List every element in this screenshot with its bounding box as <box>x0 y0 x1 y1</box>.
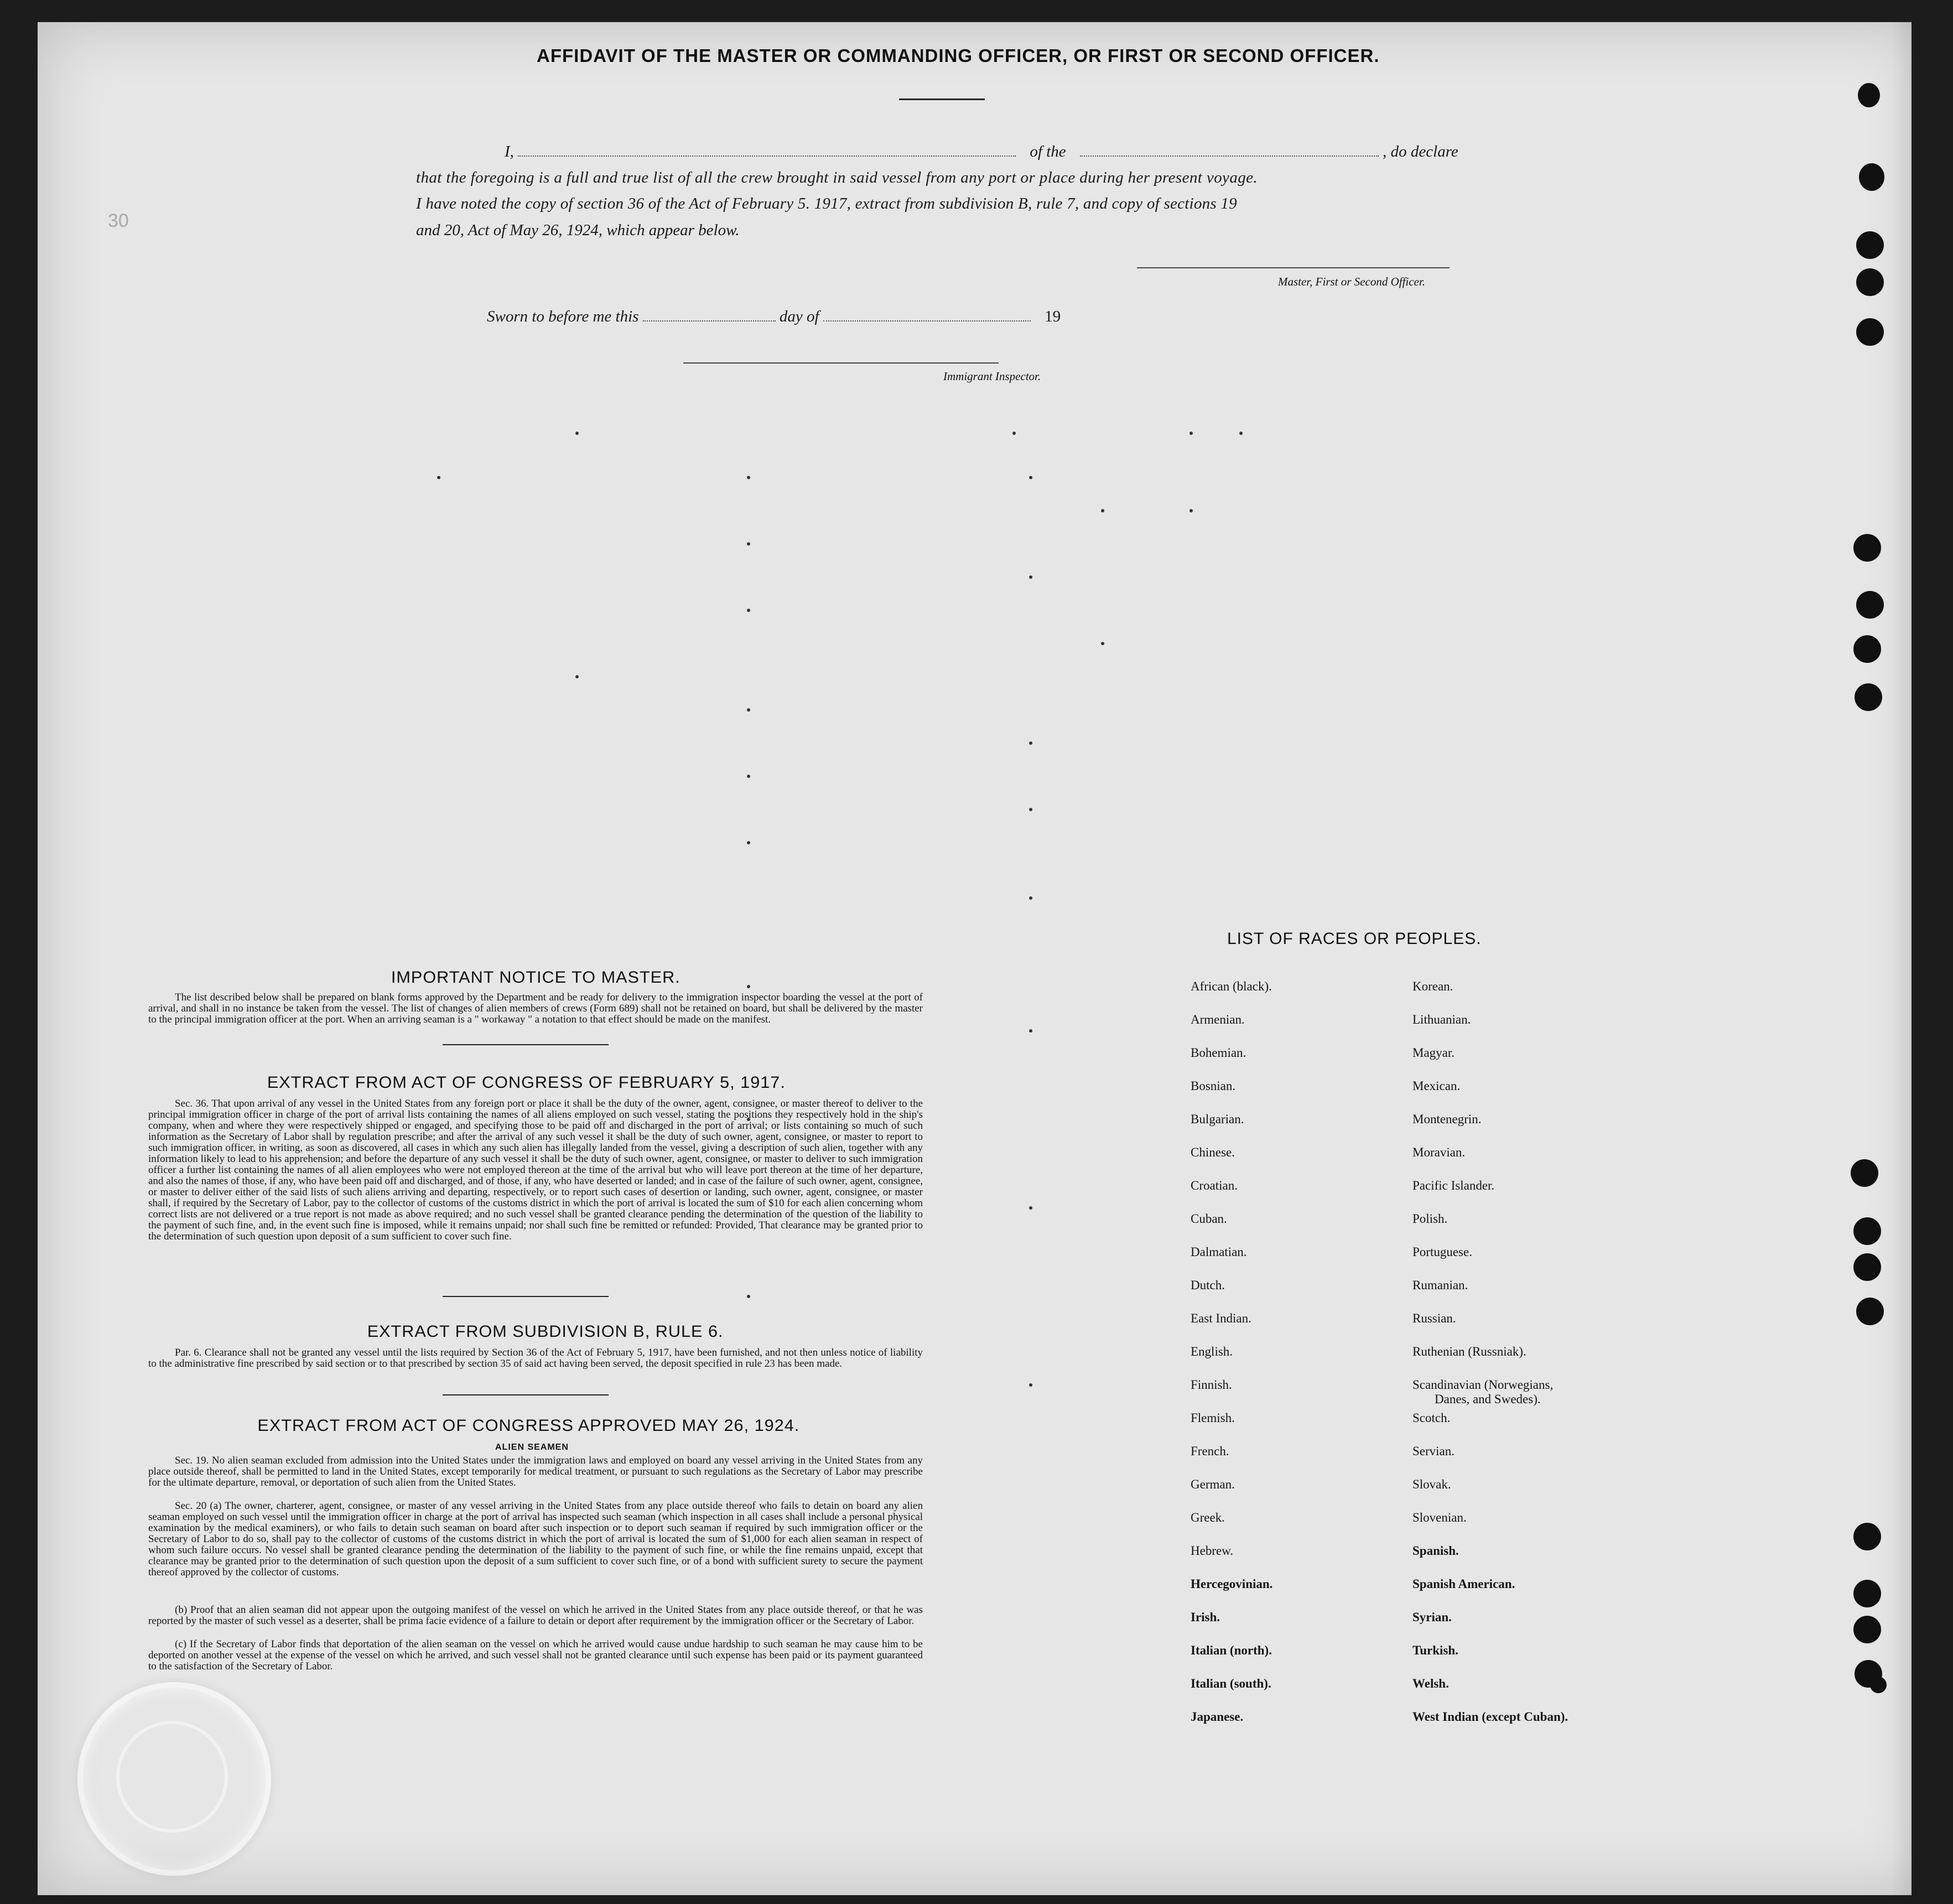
punch-hole <box>1856 318 1884 346</box>
column-dot <box>1029 1206 1032 1210</box>
declaration-line-1 <box>505 143 1458 161</box>
column-dot <box>575 432 579 435</box>
extract-1924-subtitle: ALIEN SEAMEN <box>495 1443 569 1452</box>
race-item: Servian. <box>1412 1444 1455 1458</box>
race-item: Hebrew. <box>1191 1544 1234 1558</box>
declaration-i: I, <box>505 143 514 160</box>
punch-hole <box>1853 1616 1881 1643</box>
race-item: Rumanian. <box>1412 1278 1468 1292</box>
declaration-do-declare: , do declare <box>1383 143 1458 160</box>
race-item: East Indian. <box>1191 1311 1251 1325</box>
race-item: Armenian. <box>1191 1013 1245 1026</box>
punch-hole <box>1853 1217 1881 1245</box>
races-left-column <box>1191 979 1272 1743</box>
punch-hole <box>1853 534 1881 562</box>
race-item: African (black). <box>1191 979 1272 993</box>
race-item: Italian (south). <box>1191 1677 1271 1690</box>
affidavit-title: AFFIDAVIT OF THE MASTER OR COMMANDING OFFICER, OR FIRST OR SECOND OFFICER. <box>537 45 1380 66</box>
embossed-seal <box>77 1682 271 1876</box>
race-item: Spanish. <box>1412 1544 1459 1558</box>
rule6-title: EXTRACT FROM SUBDIVISION B, RULE 6. <box>367 1322 724 1341</box>
race-item: Russian. <box>1412 1311 1456 1325</box>
punch-hole <box>1856 591 1884 619</box>
sworn-day-of: day of <box>779 308 819 325</box>
race-item: Turkish. <box>1412 1643 1458 1657</box>
column-dot <box>747 775 750 778</box>
race-item: Lithuanian. <box>1412 1013 1471 1026</box>
master-signature-line <box>1137 267 1450 268</box>
column-dot <box>1029 808 1032 811</box>
column-dot <box>1029 741 1032 745</box>
punch-hole <box>1853 1523 1881 1550</box>
race-item: Dutch. <box>1191 1278 1225 1292</box>
race-item: Scandinavian (Norwegians, <box>1412 1378 1554 1392</box>
race-item: Portuguese. <box>1412 1245 1472 1259</box>
extract-1924-sec20a: Sec. 20 (a) The owner, charterer, agent, consignee, or master of any vessel arriving in the United States from any place outside thereof who fails to detain on board any alien seaman employed on such vessel until the immigration officer in charge at the port of arrival has inspected such seaman (which inspection in all cases shall include a personal physical examination by the medical examiners), or who fails to detain such seaman on board after such inspection or to deport such seaman if required by such immigration officer or the Secretary of Labor to do so, shall pay to the collector of customs of the customs district in which the port of arrival is located the sum of $1,000 for each alien seaman in respect of whom such failure occurs. No vessel shall be granted clearance pending the determination of the liability to the payment of such fine, or while the fine remains unpaid, except that clearance may be granted prior to the determination of such question upon the deposit of a sum sufficient to cover such fine, or of a bond with sufficient surety to secure the payment thereof approved by the collector of customs. <box>148 1500 923 1578</box>
margin-number: 30 <box>108 210 129 231</box>
race-item: Japanese. <box>1191 1710 1244 1724</box>
master-caption: Master, First or Second Officer. <box>1278 275 1425 288</box>
race-item: Bohemian. <box>1191 1046 1246 1060</box>
race-item: Polish. <box>1412 1212 1448 1226</box>
column-dot <box>747 542 750 546</box>
column-dot <box>1029 476 1032 479</box>
extract-1917-title: EXTRACT FROM ACT OF CONGRESS OF FEBRUARY 5, 1917. <box>267 1073 786 1092</box>
extract-1924-title: EXTRACT FROM ACT OF CONGRESS APPROVED MAY 26, 1924. <box>257 1417 800 1435</box>
race-item: Bulgarian. <box>1191 1112 1244 1126</box>
punch-hole <box>1856 1298 1884 1325</box>
sworn-day-blank <box>643 320 776 321</box>
vessel-blank <box>1080 155 1379 157</box>
rule6-text: Par. 6. Clearance shall not be granted any vessel until the lists required by Section 36 of the Act of February 5, 1917, have been furnished, and not then unless notice of liability to the administrative fine prescribed by said section or to that prescribed by section 35 of said act having been served, the deposit specified in rule 23 has been made. <box>148 1347 923 1369</box>
sworn-year: 19 <box>1045 308 1061 325</box>
column-dot <box>747 841 750 844</box>
extract-1924-sec20b: (b) Proof that an alien seaman did not appear upon the outgoing manifest of the vessel on which he arrived in the United States from any place outside thereof, or that he was reported by the master of such vessel as a deserter, shall be prima facie evidence of a failure to detain or deport after requirement by the immigration officer or the Secretary of Labor. <box>148 1604 923 1627</box>
column-dot <box>1190 432 1193 435</box>
declaration-of-the: of the <box>1030 143 1066 160</box>
race-item: Croatian. <box>1191 1179 1238 1192</box>
race-item: English. <box>1191 1345 1233 1358</box>
sworn-month-blank <box>823 320 1031 321</box>
punch-hole <box>1853 1580 1881 1607</box>
race-item: Syrian. <box>1412 1610 1452 1624</box>
punch-hole <box>1859 163 1884 191</box>
notice-title: IMPORTANT NOTICE TO MASTER. <box>391 968 681 987</box>
column-dot <box>1190 509 1193 512</box>
race-item: Scotch. <box>1412 1411 1451 1425</box>
race-item: Ruthenian (Russniak). <box>1412 1345 1526 1358</box>
race-item: Montenegrin. <box>1412 1112 1482 1126</box>
race-item: French. <box>1191 1444 1229 1458</box>
race-item: Hercegovinian. <box>1191 1577 1273 1591</box>
column-dot <box>1101 642 1104 645</box>
race-item: Italian (north). <box>1191 1643 1272 1657</box>
punch-hole <box>1853 1253 1881 1281</box>
column-dot <box>1239 432 1243 435</box>
extract-1924-sec19: Sec. 19. No alien seaman excluded from admission into the United States under the immigration laws and employed on board any vessel arriving in the United States from any place outside thereof, shall be permitted to land in the United States, except temporarily for medical treatment, or pursuant to such regulations as the Secretary of Labor may prescribe for the ultimate departure, removal, or deportation of such alien from the United States. <box>148 1455 923 1488</box>
race-item: German. <box>1191 1477 1235 1491</box>
race-item: Magyar. <box>1412 1046 1455 1060</box>
column-dot <box>747 985 750 988</box>
race-item: Spanish American. <box>1412 1577 1515 1591</box>
race-item: Dalmatian. <box>1191 1245 1247 1259</box>
column-dot <box>1012 432 1016 435</box>
column-dot <box>1101 509 1104 512</box>
notice-rule <box>443 1044 609 1045</box>
column-dot <box>575 675 579 678</box>
race-item: Mexican. <box>1412 1079 1461 1093</box>
races-title: LIST OF RACES OR PEOPLES. <box>1227 930 1482 948</box>
race-item: Finnish. <box>1191 1378 1232 1392</box>
name-blank <box>518 155 1016 157</box>
race-item: Korean. <box>1412 979 1453 993</box>
punch-hole <box>1856 268 1884 296</box>
extract-1917-text: Sec. 36. That upon arrival of any vessel in the United States from any foreign port or place it shall be the duty of the owner, agent, consignee, or master thereof to deliver to the principal immigration officer in charge of the port of arrival lists containing the names of all aliens employed on such vessel, stating the positions they respectively hold in the ship's company, when and where they were respectively shipped or engaged, and specifying those to be paid off and discharged in the port of arrival; or lists containing so much of such information as the Secretary of Labor shall by regulation prescribe; and after the arrival of any such vessel it shall be the duty of such owner, agent, consignee, or master to report to such immigration officer, in writing, as soon as discovered, all cases in which any such alien has illegally landed from the vessel, giving a description of such alien, together with any information likely to lead to his apprehension; and before the departure of any such vessel it shall be the duty of such owner, agent, consignee, or master to deliver to such immigration officer a further list containing the names of all alien employees who were not employed thereon at the time of the arrival but who will leave port thereon at the time of her departure, and also the names of those, if any, who have been paid off and discharged, and of those, if any, who have deserted or landed; and in case of the failure of such owner, agent, consignee, or master to deliver either of the said lists of such aliens arriving and departing, respectively, or to report such cases of desertion or landing, such owner, agent, consignee, or master shall, if required by the Secretary of Labor, pay to the collector of customs of the customs district in which the port of arrival is located the sum of $10 for each alien concerning whom correct lists are not delivered or a true report is not made as above required; and no such vessel shall be granted clearance pending the determination of the question of the liability to the payment of such fine, and, in the event such fine is imposed, while it remains unpaid; nor shall such fine be remitted or refunded: Provided, That clearance may be granted prior to the determination of such question upon deposit of a sum sufficient to cover such fine. <box>148 1098 923 1242</box>
race-item: Welsh. <box>1412 1677 1449 1690</box>
race-item: Cuban. <box>1191 1212 1227 1226</box>
punch-hole <box>1855 683 1882 711</box>
races-right-column <box>1412 979 1568 1743</box>
column-dot <box>747 1295 750 1298</box>
race-item: Pacific Islander. <box>1412 1179 1495 1192</box>
inspector-signature-line <box>683 362 999 364</box>
title-rule <box>899 98 985 100</box>
sworn-prefix: Sworn to before me this <box>487 308 639 325</box>
race-item: West Indian (except Cuban). <box>1412 1710 1568 1724</box>
race-item: Flemish. <box>1191 1411 1235 1425</box>
punch-hole <box>1853 635 1881 663</box>
column-dot <box>1029 1029 1032 1033</box>
punch-hole <box>1870 1677 1887 1693</box>
inspector-caption: Immigrant Inspector. <box>943 370 1041 383</box>
page-right-edge-gap <box>1912 0 1953 1904</box>
punch-hole <box>1858 83 1880 107</box>
sworn-line <box>487 308 1061 326</box>
column-dot <box>1029 575 1032 579</box>
column-dot <box>1029 896 1032 900</box>
race-item: Greek. <box>1191 1511 1225 1524</box>
declaration-line-2: that the foregoing is a full and true list of all the crew brought in said vessel from any port or place during her present voyage. <box>416 169 1258 186</box>
declaration-line-3: I have noted the copy of section 36 of the Act of February 5. 1917, extract from subdivision B, rule 7, and copy of sections 19 <box>416 195 1237 212</box>
extract-1917-rule <box>443 1296 609 1297</box>
column-dot <box>437 476 440 479</box>
race-item: Bosnian. <box>1191 1079 1236 1093</box>
punch-hole <box>1856 231 1884 259</box>
column-dot <box>747 708 750 712</box>
race-item: Slovak. <box>1412 1477 1451 1491</box>
race-item: Moravian. <box>1412 1145 1466 1159</box>
race-item: Irish. <box>1191 1610 1220 1624</box>
race-item: Danes, and Swedes). <box>1435 1392 1541 1406</box>
rule6-rule <box>443 1394 609 1395</box>
race-item: Chinese. <box>1191 1145 1235 1159</box>
column-dot <box>747 476 750 479</box>
declaration-line-4: and 20, Act of May 26, 1924, which appear below. <box>416 221 740 239</box>
column-dot <box>747 609 750 612</box>
race-item: Slovenian. <box>1412 1511 1467 1524</box>
punch-hole <box>1851 1159 1878 1187</box>
column-dot <box>1029 1383 1032 1387</box>
extract-1924-sec20c: (c) If the Secretary of Labor finds that deportation of the alien seaman on the vessel on which he arrived would cause undue hardship to such seaman he may cause him to be deported on another vessel at the expense of the vessel on which he arrived, and such vessel shall not be granted clearance until such expense has been paid or its payment guaranteed to the satisfaction of the Secretary of Labor. <box>148 1638 923 1672</box>
notice-text: The list described below shall be prepared on blank forms approved by the Department and be ready for delivery to the immigration inspector boarding the vessel at the port of arrival, and shall in no instance be taken from the vessel. The list of changes of alien members of crews (Form 689) shall not be retained on board, but shall be delivered by the master to the principal immigration officer at the port. When an arriving seaman is a " workaway " a notation to that effect should be made on the manifest. <box>148 992 923 1025</box>
